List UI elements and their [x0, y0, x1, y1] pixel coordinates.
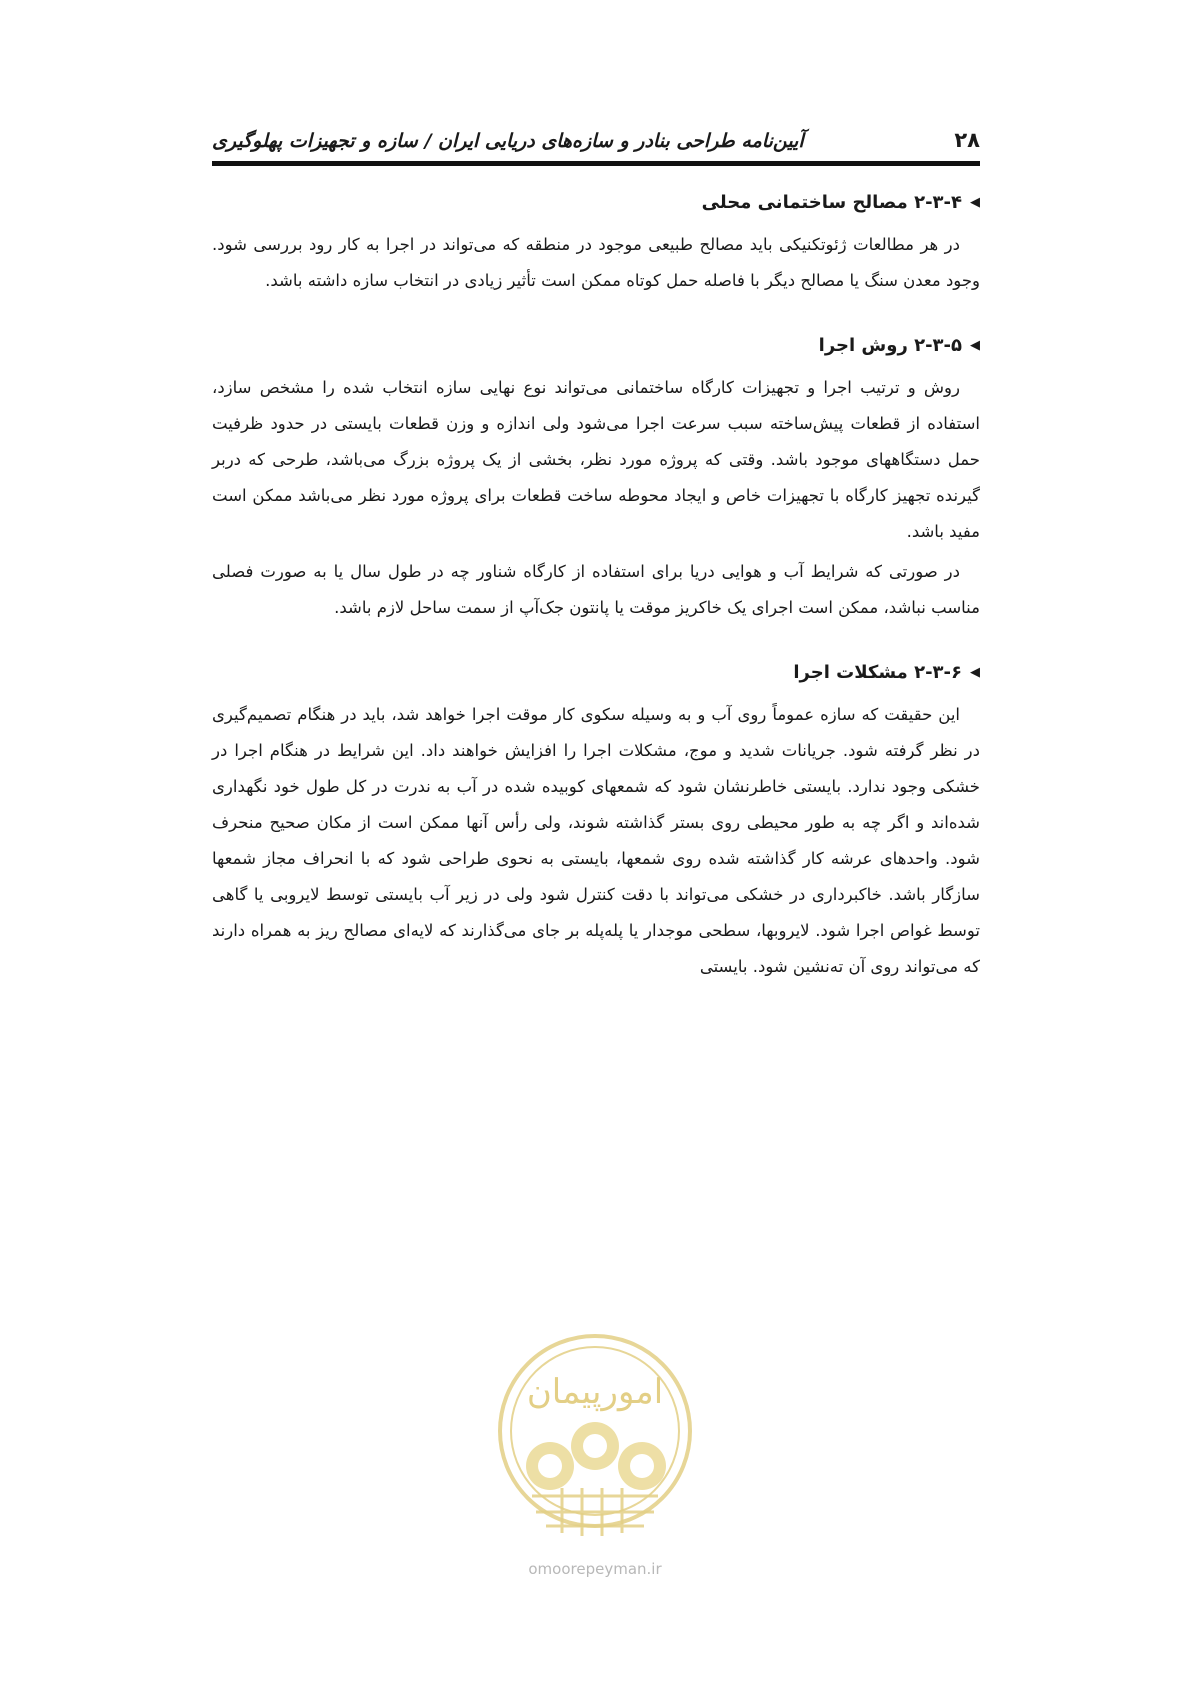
section-heading-text: ۲-۳-۵ روش اجرا: [818, 335, 962, 356]
header-rule: [212, 161, 980, 166]
running-title: آیین‌نامه طراحی بنادر و سازه‌های دریایی ایران / سازه و تجهیزات پهلوگیری: [212, 130, 804, 152]
section-heading: [212, 335, 980, 356]
section-heading-text: ۲-۳-۴ مصالح ساختمانی محلی: [701, 192, 962, 213]
section-heading: [212, 662, 980, 683]
paragraph: در صورتی که شرایط آب و هوایی دریا برای استفاده از کارگاه شناور چه در طول سال یا به صورت فصلی مناسب نباشد، ممکن است اجرای یک خاکریز موقت یا پانتون جک‌آپ از سمت ساحل لازم باشد.: [212, 562, 980, 617]
body-content: [212, 182, 980, 989]
section-heading: [212, 192, 980, 213]
page-header: [212, 128, 980, 158]
page-number: ۲۸: [954, 128, 980, 152]
watermark-logo: [492, 1328, 698, 1558]
triangle-bullet-icon: ▶: [970, 665, 980, 680]
paragraph: روش و ترتیب اجرا و تجهیزات کارگاه ساختمانی می‌تواند نوع نهایی سازه انتخاب شده را مشخص سازد، استفاده از قطعات پیش‌ساخته سبب سرعت اجرا می‌شود ولی اندازه و وزن قطعات بایستی در حدود ظرفیت حمل دستگاههای موجود باشد. وقتی که پروژه مورد نظر، بخشی از یک پروژه بزرگ می‌باشد، طرحی که دربر گیرنده تجهیز کارگاه با تجهیزات خاص و ایجاد محوطه ساخت قطعات برای پروژه مورد نظر می‌باشد ممکن است مفید باشد.: [212, 378, 980, 541]
triangle-bullet-icon: ▶: [970, 338, 980, 353]
watermark-logo-text: امورپیمان: [526, 1372, 664, 1412]
paragraph: در هر مطالعات ژئوتکنیکی باید مصالح طبیعی موجود در منطقه که می‌تواند در اجرا به کار رود بررسی شود. وجود معدن سنگ یا مصالح دیگر با فاصله حمل کوتاه ممکن است تأثیر زیادی در انتخاب سازه داشته باشد.: [212, 235, 980, 290]
section-heading-text: ۲-۳-۶ مشکلات اجرا: [793, 662, 962, 683]
watermark-url: omoorepeyman.ir: [528, 1560, 662, 1578]
paragraph: این حقیقت که سازه عموماً روی آب و به وسیله سکوی کار موقت اجرا خواهد شد، باید در هنگام تصمیم‌گیری در نظر گرفته شود. جریانات شدید و موج، مشکلات اجرا را افزایش خواهند داد. این شرایط در هنگام اجرا در خشکی وجود ندارد. بایستی خاطرنشان شود که شمعهای کوبیده شده در آب به ندرت در کل طول خود نگهداری شده‌اند و اگر چه به طور محیطی روی بستر گذاشته شوند، ولی رأس آنها ممکن است از مکان صحیح منحرف شود. واحدهای عرشه کار گذاشته شده روی شمعها، بایستی به نحوی طراحی شود که با انحراف مجاز شمعها سازگار باشد. خاکبرداری در خشکی می‌تواند با دقت کنترل شود ولی در زیر آب بایستی توسط لایروبی یا گاهی توسط غواص اجرا شود. لایروبها، سطحی موجدار یا پله‌پله بر جای می‌گذارند که لایه‌ای مصالح ریز به همراه دارند که می‌تواند روی آن ته‌نشین شود. بایستی: [212, 705, 980, 976]
triangle-bullet-icon: ▶: [970, 195, 980, 210]
